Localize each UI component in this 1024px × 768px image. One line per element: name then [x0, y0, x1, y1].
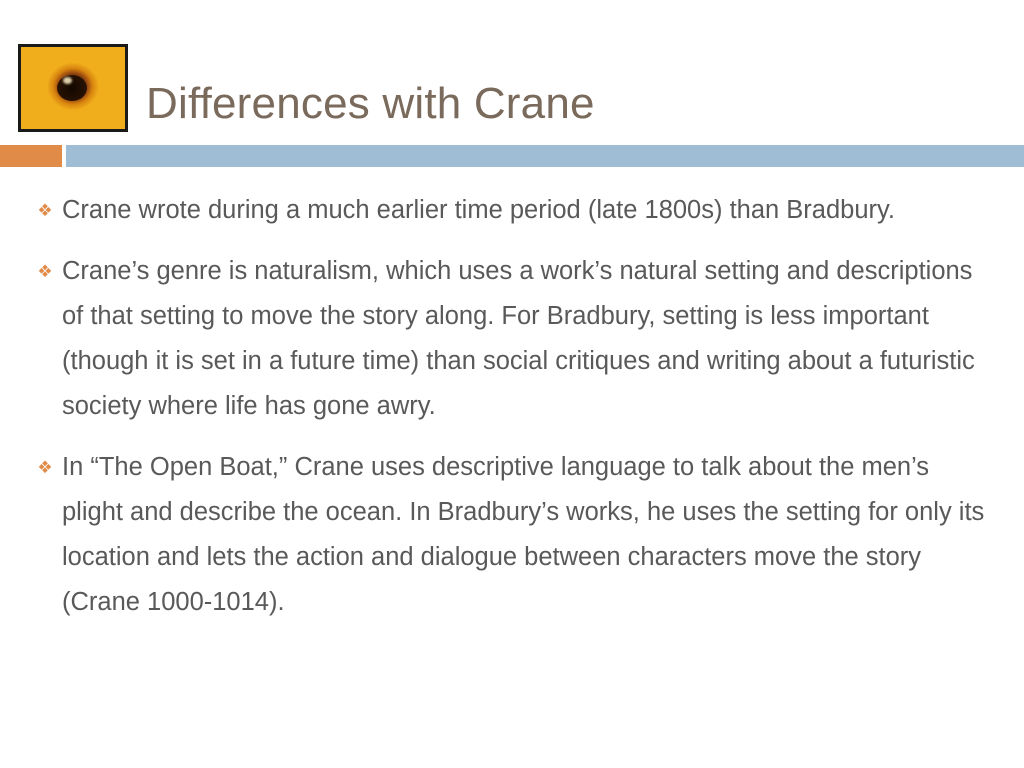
- list-item: [30, 249, 992, 429]
- list-item-text: In “The Open Boat,” Crane uses descriptive language to talk about the men’s plight and describe the ocean. In Bradbury’s works, he uses the setting for only its location and lets the action and dialogue between characters move the story (Crane 1000-1014).: [62, 453, 985, 616]
- eye-image-icon: [18, 44, 128, 132]
- slide-body: [0, 188, 1024, 641]
- slide-header: [0, 0, 1024, 168]
- list-item-text: Crane wrote during a much earlier time period (late 1800s) than Bradbury.: [62, 196, 895, 224]
- list-item: [30, 445, 992, 625]
- bullet-diamond-icon: ❖: [37, 262, 53, 281]
- bullet-diamond-icon: ❖: [37, 458, 53, 477]
- bullet-diamond-icon: ❖: [37, 201, 53, 220]
- page-title: Differences with Crane: [146, 79, 595, 129]
- list-item-text: Crane’s genre is naturalism, which uses a work’s natural setting and descriptions of that setting to move the story along. For Bradbury, setting is less important (though it is set in a future time) than social critiques and writing about a futuristic society where life has gone awry.: [62, 257, 975, 420]
- eye-graphic: [21, 47, 125, 129]
- header-rule-orange: [0, 145, 62, 167]
- header-rule-blue: [66, 145, 1024, 167]
- list-item: [30, 188, 992, 233]
